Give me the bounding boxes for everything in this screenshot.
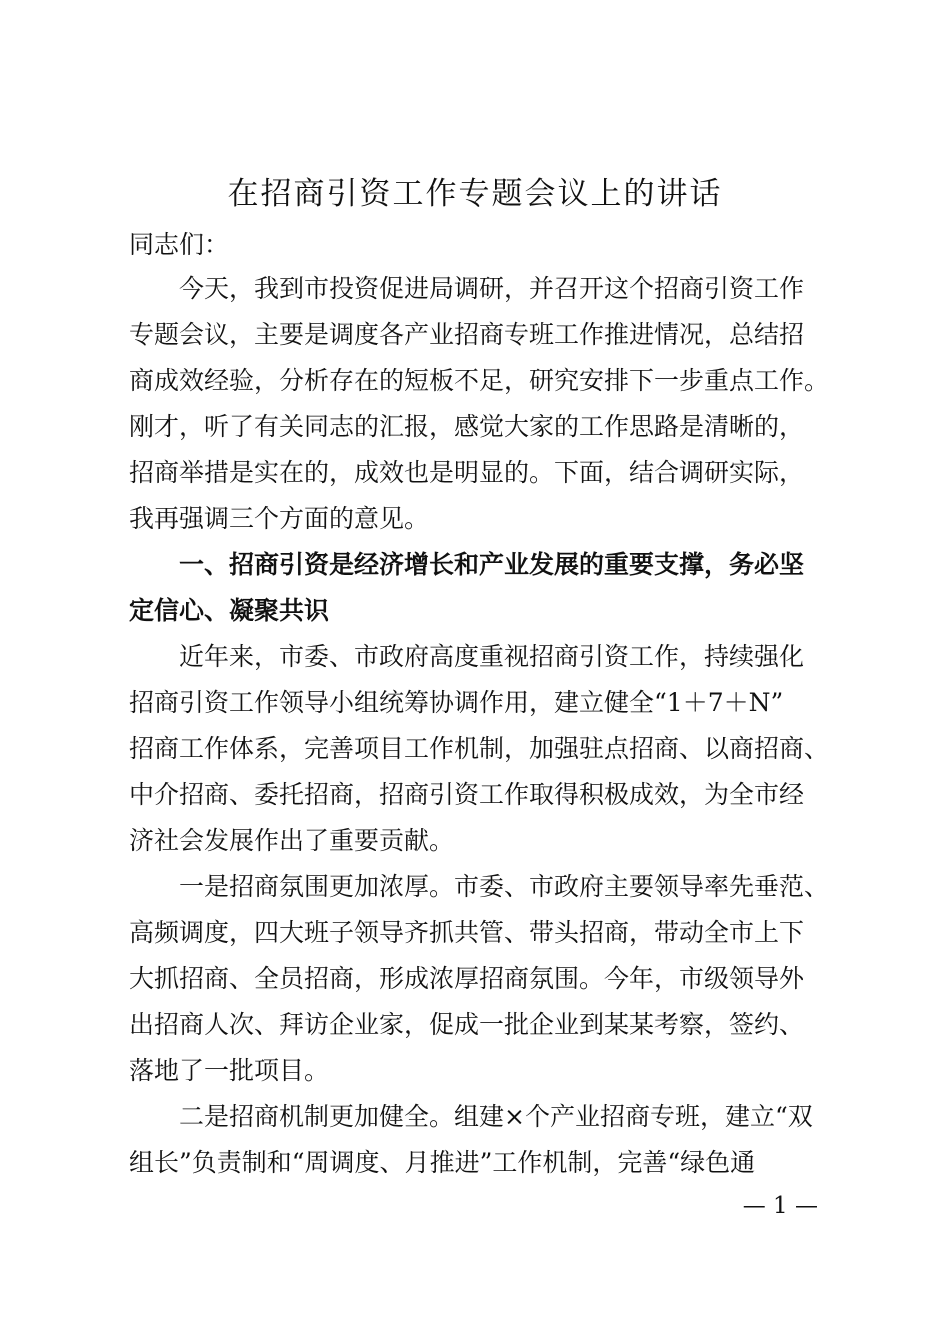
paragraph-line: 我再强调三个方面的意见。 — [129, 504, 430, 533]
paragraph-line: 落地了一批项目。 — [129, 1056, 330, 1085]
paragraph-line: 济社会发展作出了重要贡献。 — [129, 826, 455, 855]
paragraph-line: 中介招商、委托招商，招商引资工作取得积极成效，为全市经 — [129, 780, 805, 809]
paragraph-line: 招商工作体系，完善项目工作机制，加强驻点招商、以商招商、 — [129, 734, 830, 763]
paragraph-line: 二是招商机制更加健全。组建×个产业招商专班，建立“双 — [129, 1102, 813, 1131]
paragraph-line: 近年来，市委、市政府高度重视招商引资工作，持续强化 — [129, 642, 805, 671]
page-number: — 1 — — [742, 1193, 818, 1219]
paragraph-line: 出招商人次、拜访企业家，促成一批企业到某某考察，签约、 — [129, 1010, 805, 1039]
paragraph-line: 大抓招商、全员招商，形成浓厚招商氛围。今年，市级领导外 — [129, 964, 805, 993]
paragraph-line: 招商举措是实在的，成效也是明显的。下面，结合调研实际， — [129, 458, 805, 487]
paragraph-line: 组长”负责制和“周调度、月推进”工作机制，完善“绿色通 — [129, 1148, 756, 1177]
section-heading-line: 一、招商引资是经济增长和产业发展的重要支撑，务必坚 — [129, 550, 805, 579]
paragraph-line: 商成效经验，分析存在的短板不足，研究安排下一步重点工作。 — [129, 366, 830, 395]
paragraph-line: 一是招商氛围更加浓厚。市委、市政府主要领导率先垂范、 — [129, 872, 830, 901]
paragraph-line: 招商引资工作领导小组统筹协调作用，建立健全“1＋7＋N” — [129, 688, 784, 717]
paragraph-line: 高频调度，四大班子领导齐抓共管、带头招商，带动全市上下 — [129, 918, 805, 947]
page-title: 在招商引资工作专题会议上的讲话 — [227, 176, 723, 212]
paragraph-line: 刚才，听了有关同志的汇报，感觉大家的工作思路是清晰的， — [129, 412, 805, 441]
section-heading-line: 定信心、凝聚共识 — [129, 596, 330, 625]
paragraph-line: 专题会议，主要是调度各产业招商专班工作推进情况，总结招 — [129, 320, 805, 349]
paragraph-line: 今天，我到市投资促进局调研，并召开这个招商引资工作 — [129, 274, 805, 303]
salutation: 同志们： — [129, 230, 230, 259]
